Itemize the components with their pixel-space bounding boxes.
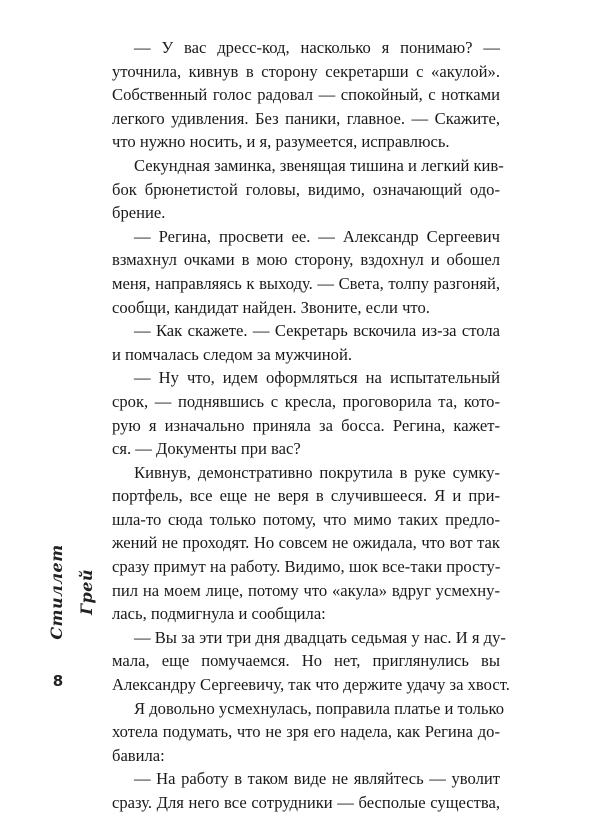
text-line: лась, подмигнула и сообщила: bbox=[112, 604, 326, 624]
text-line: сразу. Для него все сотрудники — бесполые существа, bbox=[112, 793, 500, 812]
text-line: бавила: bbox=[112, 745, 165, 765]
text-line: пил на моем лице, потому что «акула» вдруг усмехну- bbox=[112, 580, 500, 600]
text-line: что нужно носить, и я, разумеется, исправлюсь. bbox=[112, 132, 450, 152]
text-line: — У вас дресс-код, насколько я понимаю? — bbox=[134, 38, 500, 57]
text-line: бок брюнетистой головы, видимо, означающий одо- bbox=[112, 179, 500, 199]
text-line: Собственный голос радовал — спокойный, с нотками bbox=[112, 85, 500, 105]
text-line: — Регина, просвети ее. — Александр Сергеевич bbox=[134, 226, 500, 246]
text-line: рую я изначально приняла за босса. Регина, кажет- bbox=[112, 415, 500, 435]
text-line: — Вы за эти три дня двадцать седьмая у нас. И я ду- bbox=[134, 627, 506, 647]
text-line: — На работу в таком виде не являйтесь — уволит bbox=[134, 769, 500, 789]
text-line: — Ну что, идем оформляться на испытательный bbox=[134, 368, 500, 388]
text-line: жений не проходят. Но совсем не ожидала, что вот так bbox=[112, 533, 500, 553]
text-line: и помчалась следом за мужчиной. bbox=[112, 344, 352, 364]
body-text bbox=[112, 36, 510, 815]
text-line: шла-то сюда только потому, что мимо таких предло- bbox=[112, 509, 500, 529]
text-line: срок, — поднявшись с кресла, проговорила та, кото- bbox=[112, 391, 500, 411]
text-line: легкого удивления. Без паники, главное. — Скажите, bbox=[112, 108, 500, 128]
text-line: портфель, все еще не веря в случившееся. Я и при- bbox=[112, 486, 500, 506]
text-line: хотела подумать, что не зря его надела, как Регина до- bbox=[112, 722, 500, 742]
text-line: меня, направляясь к выходу. — Света, толпу разгоняй, bbox=[112, 273, 500, 293]
text-line: Александру Сергеевичу, так что держите удачу за хвост. bbox=[112, 675, 510, 695]
text-line: Кивнув, демонстративно покрутила в руке сумку- bbox=[134, 462, 500, 482]
text-line: мала, еще помучаемся. Но нет, приглянулись вы bbox=[112, 651, 500, 671]
text-line: сообщи, кандидат найден. Звоните, если что. bbox=[112, 297, 430, 317]
text-line: уточнила, кивнув в сторону секретарши с «акулой». bbox=[112, 61, 500, 81]
text-line: взмахнул очками в мою сторону, вздохнул и обошел bbox=[112, 250, 500, 270]
text-line: — Как скажете. — Секретарь вскочила из-за стола bbox=[134, 321, 500, 341]
text-line: ся. — Документы при вас? bbox=[112, 439, 301, 459]
page-number: 8 bbox=[52, 672, 64, 690]
text-line: брение. bbox=[112, 203, 166, 223]
text-line: сразу примут на работу. Видимо, шок все-таки просту- bbox=[112, 557, 501, 577]
author-signature: Стиллет Грей bbox=[47, 544, 96, 640]
text-line: Я довольно усмехнулась, поправила платье и только bbox=[134, 698, 505, 718]
text-line: Секундная заминка, звенящая тишина и легкий кив- bbox=[134, 155, 504, 175]
